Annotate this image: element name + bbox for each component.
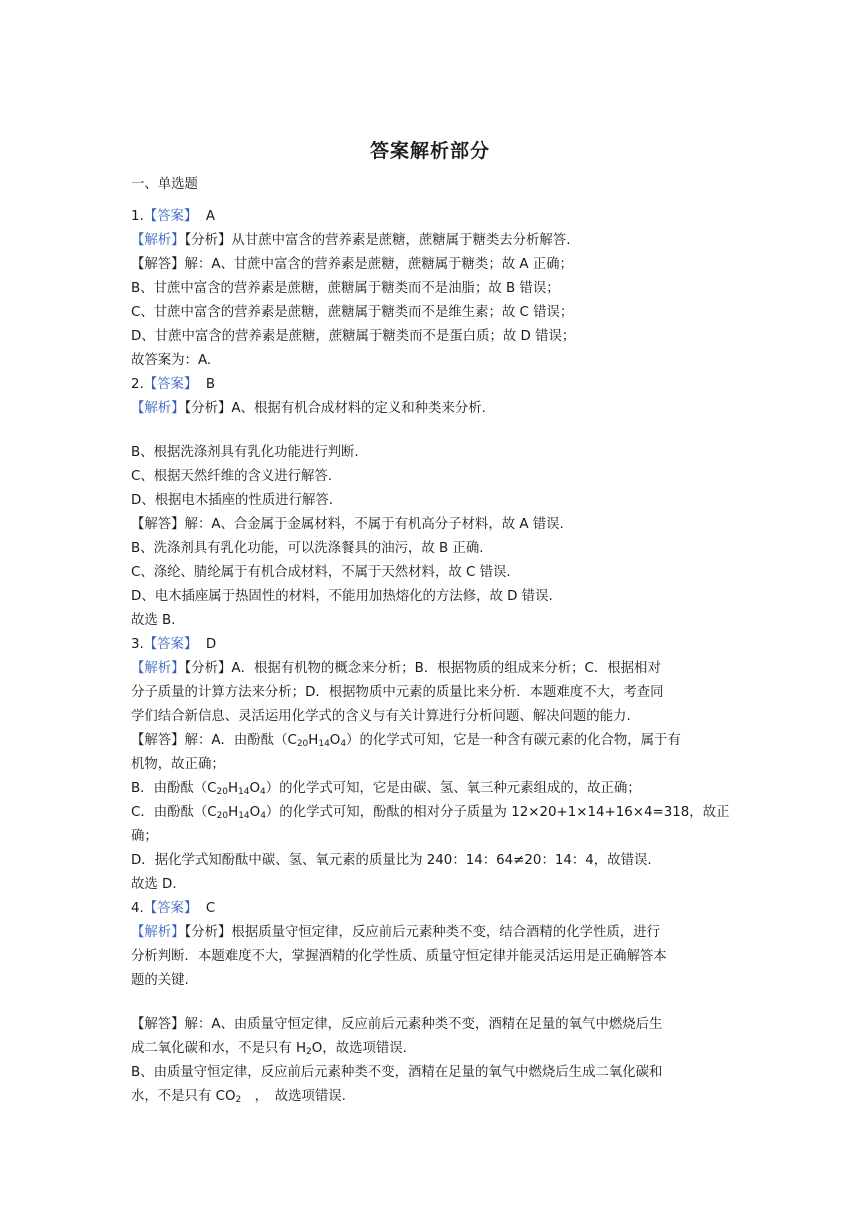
q4-text: ， 故选项错误.: [241, 1089, 346, 1104]
q2-analysis-text: 【分析】A、根据有机合成材料的定义和种类来分析.: [184, 401, 486, 416]
q2-solution-line: C、根据天然纤维的含义进行解答.: [131, 469, 333, 484]
q3-jiexi-tag: 【解析】: [131, 661, 185, 676]
q3-text: C．由酚酞（C: [131, 805, 217, 820]
q2-conclusion-line: 故选 B.: [131, 613, 176, 628]
q4-text: O，故选项错误.: [311, 1041, 407, 1056]
q1-answer-line: [131, 205, 215, 229]
formula-subscript: 4: [340, 739, 347, 749]
q4-analysis-line: 分析判断．本题难度不大，掌握酒精的化学性质、质量守恒定律并能灵活运用是正确解答本: [131, 949, 667, 964]
q1-analysis-line: [131, 229, 570, 253]
formula-subscript: 20: [216, 787, 228, 797]
q2-jiexi-tag: 【解析】: [131, 401, 185, 416]
q1-answer-value: A: [205, 209, 216, 224]
q1-answer-tag: 【答案】: [143, 209, 198, 224]
q3-solution-line: [131, 729, 681, 753]
q2-answer-tag: 【答案】: [143, 377, 198, 392]
section-heading: 一、单选题: [131, 177, 198, 192]
q4-answer-tag: 【答案】: [143, 901, 198, 916]
q3-text: 【解答】解：A．由酚酞（C: [131, 733, 297, 748]
q2-analysis-line: [131, 397, 486, 421]
q3-solution-line: [131, 777, 641, 801]
formula-subscript: 2: [235, 1095, 242, 1105]
formula-subscript: 20: [216, 811, 229, 821]
q1-solution-line: 【解答】解：A、甘蔗中富含的营养素是蔗糖，蔗糖属于糖类；故 A 正确；: [131, 257, 573, 272]
q2-solution-line: B、根据洗涤剂具有乳化功能进行判断.: [131, 445, 359, 460]
q3-text: ）的化学式可知，它是一种含有碳元素的化合物，属于有: [346, 733, 681, 748]
q1-solution-line: D、甘蔗中富含的营养素是蔗糖，蔗糖属于糖类而不是蛋白质；故 D 错误；: [131, 329, 576, 344]
q1-solution-line: B、甘蔗中富含的营养素是蔗糖，蔗糖属于糖类而不是油脂；故 B 错误；: [131, 281, 560, 296]
q3-number: 3.: [131, 637, 144, 652]
formula-subscript: 4: [260, 787, 266, 797]
formula-subscript: 14: [238, 811, 250, 821]
q2-solution-line: 【解答】解：A、合金属于金属材料，不属于有机高分子材料，故 A 错误.: [131, 517, 564, 532]
q3-analysis-line: [131, 657, 661, 681]
q3-text: ）的化学式可知，它是由碳、氢、氧三种元素组成的，故正确；: [265, 781, 641, 796]
q3-conclusion-line: 故选 D.: [131, 877, 177, 892]
q2-number: 2.: [131, 377, 144, 392]
q2-answer-value: B: [205, 377, 216, 392]
formula-subscript: 14: [318, 739, 330, 749]
q4-solution-line: B、由质量守恒定律，反应前后元素种类不变，酒精在足量的氧气中燃烧后生成二氧化碳和: [131, 1065, 663, 1080]
q4-answer-value: C: [205, 901, 216, 916]
q4-number: 4.: [131, 901, 144, 916]
q3-solution-line: 机物，故正确；: [131, 757, 225, 772]
q1-conclusion-line: 故答案为：A.: [131, 353, 212, 368]
q3-text: ）的化学式可知，酚酞的相对分子质量为 12×20+1×14+16×4=318，故正: [265, 805, 730, 820]
q4-analysis-line: [131, 921, 660, 945]
q3-answer-value: D: [205, 637, 217, 652]
q2-solution-line: D、电木插座属于热固性的材料，不能用加热熔化的方法修，故 D 错误.: [131, 589, 553, 604]
q1-analysis-text: 【分析】从甘蔗中富含的营养素是蔗糖，蔗糖属于糖类去分析解答.: [184, 233, 571, 248]
q4-analysis-text: 【分析】根据质量守恒定律，反应前后元素种类不变，结合酒精的化学性质，进行: [184, 925, 660, 940]
q3-solution-line: [131, 801, 729, 825]
q1-number: 1.: [131, 209, 144, 224]
q3-text: B．由酚酞（C: [131, 781, 217, 796]
q4-answer-line: [131, 897, 215, 921]
q2-answer-line: [131, 373, 215, 397]
q3-analysis-text: 【分析】A．根据有机物的概念来分析；B．根据物质的组成来分析；C．根据相对: [184, 661, 661, 676]
q3-answer-tag: 【答案】: [143, 637, 198, 652]
q4-solution-line: [131, 1037, 407, 1061]
formula-subscript: 4: [260, 811, 266, 821]
q4-solution-line: [131, 1085, 346, 1109]
q2-solution-line: B、洗涤剂具有乳化功能，可以洗涤餐具的油污，故 B 正确.: [131, 541, 484, 556]
formula-subscript: 14: [238, 787, 250, 797]
formula-element: H: [228, 805, 239, 820]
formula-element: O: [249, 781, 261, 796]
formula-subscript: 20: [296, 739, 309, 749]
q3-analysis-line: 学们结合新信息、灵活运用化学式的含义与有关计算进行分析问题、解决问题的能力.: [131, 709, 631, 724]
formula-element: H: [227, 781, 239, 796]
q3-solution-line: 确；: [131, 829, 158, 844]
formula-element: O: [329, 733, 341, 748]
q4-jiexi-tag: 【解析】: [131, 925, 185, 940]
q1-jiexi-tag: 【解析】: [131, 233, 185, 248]
q3-analysis-line: 分子质量的计算方法来分析；D．根据物质中元素的质量比来分析．本题难度不大，考查同: [131, 685, 664, 700]
q4-solution-line: 【解答】解：A、由质量守恒定律，反应前后元素种类不变，酒精在足量的氧气中燃烧后生: [131, 1017, 663, 1032]
q3-answer-line: [131, 633, 216, 657]
page-title: 答案解析部分: [369, 140, 490, 162]
formula-subscript: 2: [306, 1047, 312, 1057]
q2-solution-line: C、涤纶、腈纶属于有机合成材料，不属于天然材料，故 C 错误.: [131, 565, 511, 580]
q2-solution-line: D、根据电木插座的性质进行解答.: [131, 493, 334, 508]
q4-text: 成二氧化碳和水，不是只有 H: [131, 1041, 307, 1056]
q4-text: 水，不是只有 CO: [131, 1089, 236, 1104]
formula-element: O: [249, 805, 261, 820]
q1-solution-line: C、甘蔗中富含的营养素是蔗糖，蔗糖属于糖类而不是维生素；故 C 错误；: [131, 305, 574, 320]
q4-analysis-line: 题的关键.: [131, 973, 189, 988]
q3-solution-line: D．据化学式知酚酞中碳、氢、氧元素的质量比为 240：14：64≠20：14：4，故错误.: [131, 853, 652, 868]
formula-element: H: [308, 733, 319, 748]
